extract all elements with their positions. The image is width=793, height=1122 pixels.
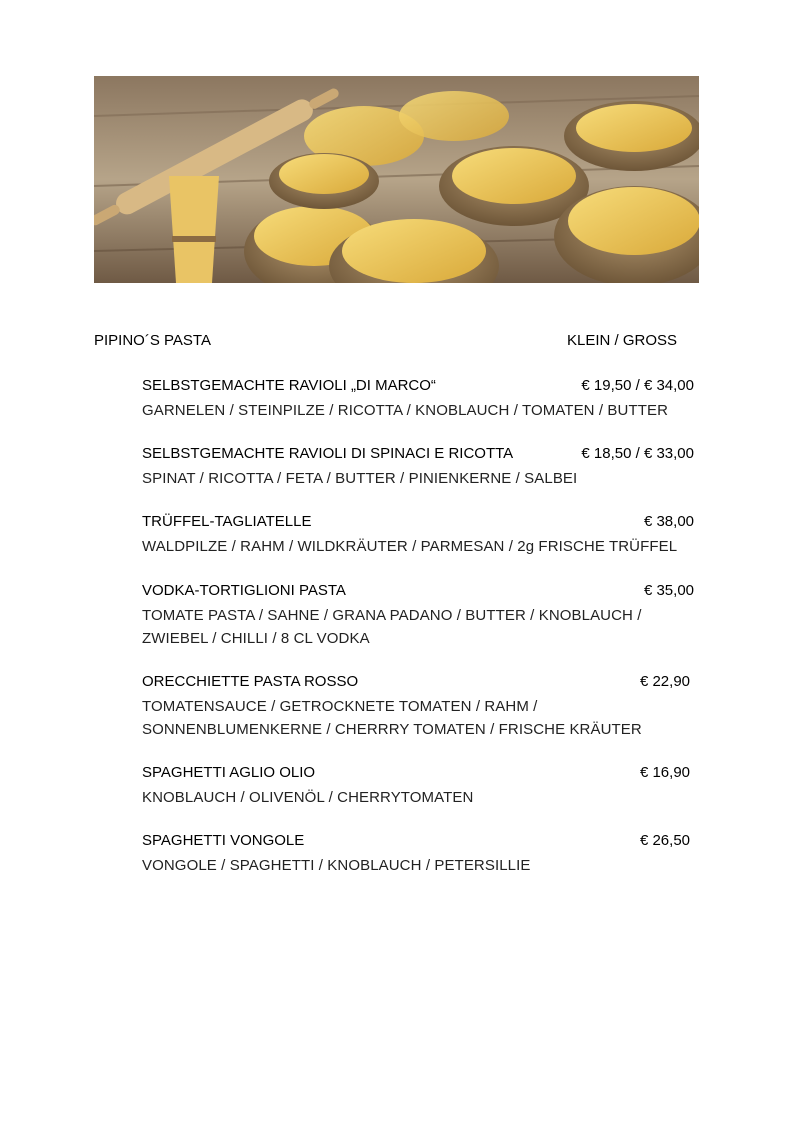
pasta-illustration	[94, 76, 699, 283]
item-name: SPAGHETTI AGLIO OLIO	[142, 764, 316, 781]
item-description: KNOBLAUCH / OLIVENÖL / CHERRYTOMATEN	[142, 789, 474, 806]
menu-item	[142, 445, 698, 490]
item-description: WALDPILZE / RAHM / WILDKRÄUTER / PARMESAN / 2g FRISCHE TRÜFFEL	[142, 538, 678, 555]
item-price: € 19,50 / € 34,00	[581, 377, 694, 394]
item-price: € 26,50	[639, 832, 690, 849]
menu-item	[142, 673, 698, 741]
menu-item	[142, 582, 698, 650]
item-description: VONGOLE / SPAGHETTI / KNOBLAUCH / PETERSILLIE	[142, 857, 531, 874]
item-description: SPINAT / RICOTTA / FETA / BUTTER / PINIENKERNE / SALBEI	[142, 470, 578, 487]
item-name: ORECCHIETTE PASTA ROSSO	[142, 673, 359, 690]
size-label: KLEIN / GROSS	[567, 332, 678, 349]
menu-item	[142, 764, 698, 809]
item-description-line: ZWIEBEL / CHILLI / 8 CL VODKA	[142, 630, 370, 647]
item-description: GARNELEN / STEINPILZE / RICOTTA / KNOBLAUCH / TOMATEN / BUTTER	[142, 402, 669, 419]
item-name: VODKA-TORTIGLIONI PASTA	[142, 582, 346, 599]
item-name: SELBSTGEMACHTE RAVIOLI DI SPINACI E RICOTTA	[142, 445, 514, 462]
section-title: PIPINO´S PASTA	[94, 332, 211, 349]
item-name: SELBSTGEMACHTE RAVIOLI „DI MARCO“	[142, 377, 436, 394]
item-description-line: TOMATENSAUCE / GETROCKNETE TOMATEN / RAHM /	[142, 698, 538, 715]
item-description-line: TOMATE PASTA / SAHNE / GRANA PADANO / BUTTER / KNOBLAUCH /	[142, 607, 642, 624]
menu-item	[142, 377, 698, 422]
menu-item	[142, 832, 698, 877]
item-price: € 18,50 / € 33,00	[581, 445, 694, 462]
item-price: € 35,00	[643, 582, 694, 599]
item-description-line: SONNENBLUMENKERNE / CHERRRY TOMATEN / FRISCHE KRÄUTER	[142, 721, 642, 738]
pasta-banner-image	[94, 76, 699, 283]
item-price: € 16,90	[639, 764, 690, 781]
item-name: SPAGHETTI VONGOLE	[142, 832, 305, 849]
item-price: € 38,00	[643, 513, 694, 530]
menu-section-header	[94, 332, 694, 354]
item-price: € 22,90	[639, 673, 690, 690]
menu-item	[142, 513, 698, 558]
item-name: TRÜFFEL-TAGLIATELLE	[142, 513, 312, 530]
